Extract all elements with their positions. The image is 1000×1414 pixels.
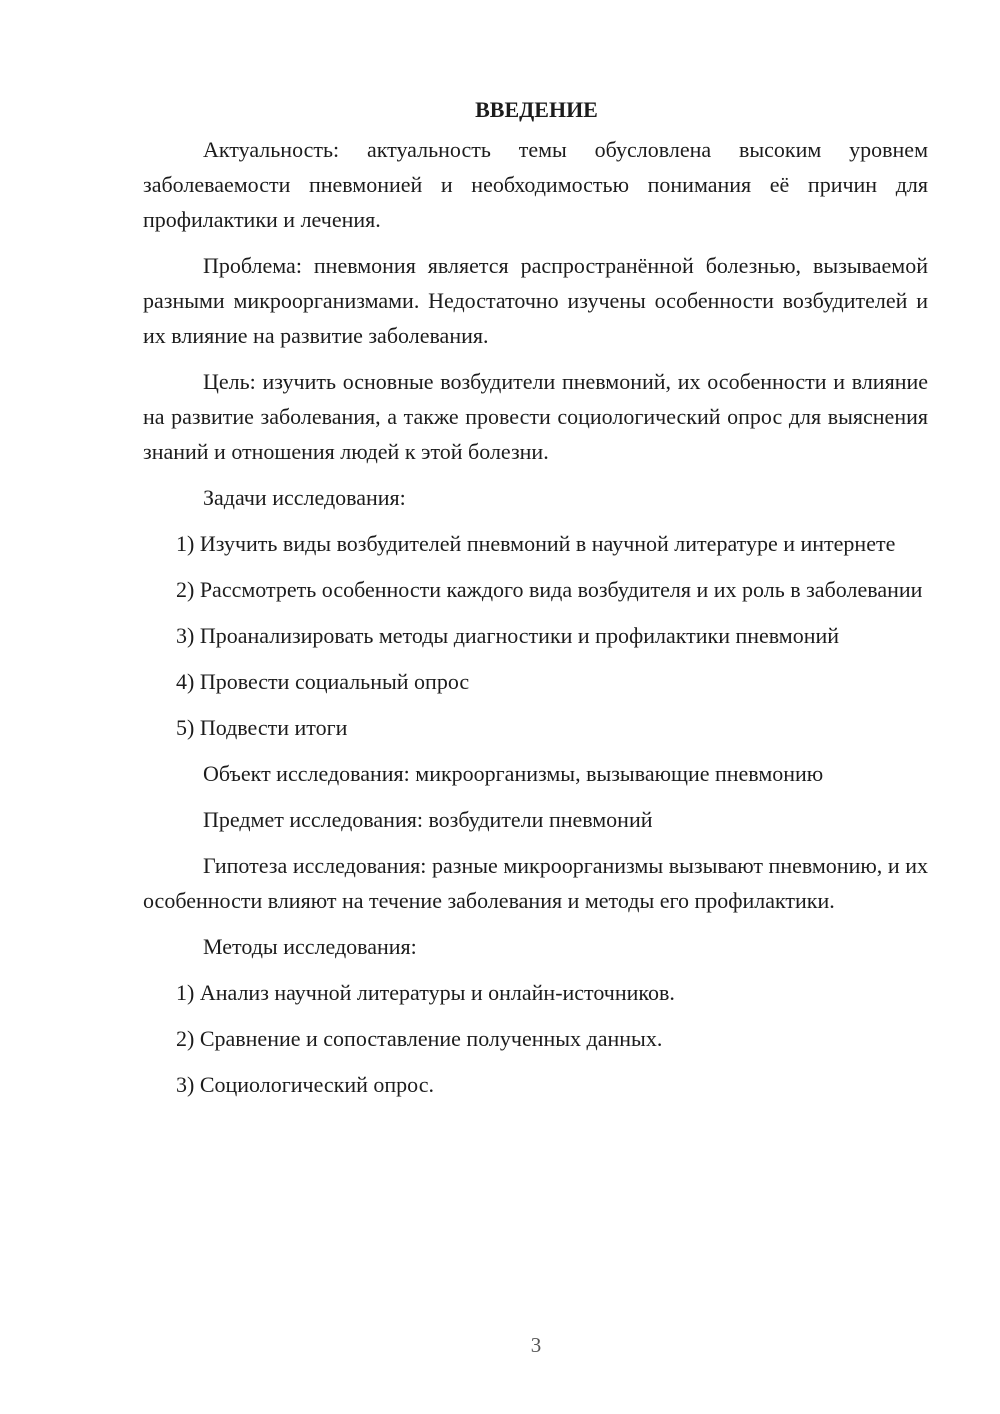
tasks-heading: Задачи исследования: xyxy=(203,485,406,510)
subject-line: Предмет исследования: возбудители пневмоний xyxy=(203,807,653,832)
method-item: 2) Сравнение и сопоставление полученных данных. xyxy=(176,1026,663,1051)
task-item: 1) Изучить виды возбудителей пневмоний в научной литературе и интернете xyxy=(176,531,896,556)
method-item: 3) Социологический опрос. xyxy=(176,1072,434,1097)
task-item: 5) Подвести итоги xyxy=(176,715,348,740)
goal-paragraph: Цель: изучить основные возбудители пневмоний, их особенности и влияние на развитие заболевания, а также провести социологический опрос для выяснения знаний и отношения людей к этой болезни. xyxy=(143,369,928,464)
hypothesis-paragraph: Гипотеза исследования: разные микроорганизмы вызывают пневмонию, и их особенности влияют на течение заболевания и методы его профилактики. xyxy=(143,853,928,913)
page-title: ВВЕДЕНИЕ xyxy=(475,97,598,122)
methods-heading: Методы исследования: xyxy=(203,934,417,959)
problem-paragraph: Проблема: пневмония является распространённой болезнью, вызываемой разными микроорганизмами. Недостаточно изучены особенности возбудителей и их влияние на развитие заболевания. xyxy=(143,253,928,348)
method-item: 1) Анализ научной литературы и онлайн-источников. xyxy=(176,980,675,1005)
object-line: Объект исследования: микроорганизмы, вызывающие пневмонию xyxy=(203,761,824,786)
task-item: 3) Проанализировать методы диагностики и профилактики пневмоний xyxy=(176,623,840,648)
page-number: 3 xyxy=(530,1333,542,1357)
task-item: 2) Рассмотреть особенности каждого вида возбудителя и их роль в заболевании xyxy=(176,577,923,602)
task-item: 4) Провести социальный опрос xyxy=(176,669,470,694)
relevance-paragraph: Актуальность: актуальность темы обусловлена высоким уровнем заболеваемости пневмонией и необходимостью понимания её причин для профилактики и лечения. xyxy=(143,137,928,232)
document-page xyxy=(143,93,928,1113)
